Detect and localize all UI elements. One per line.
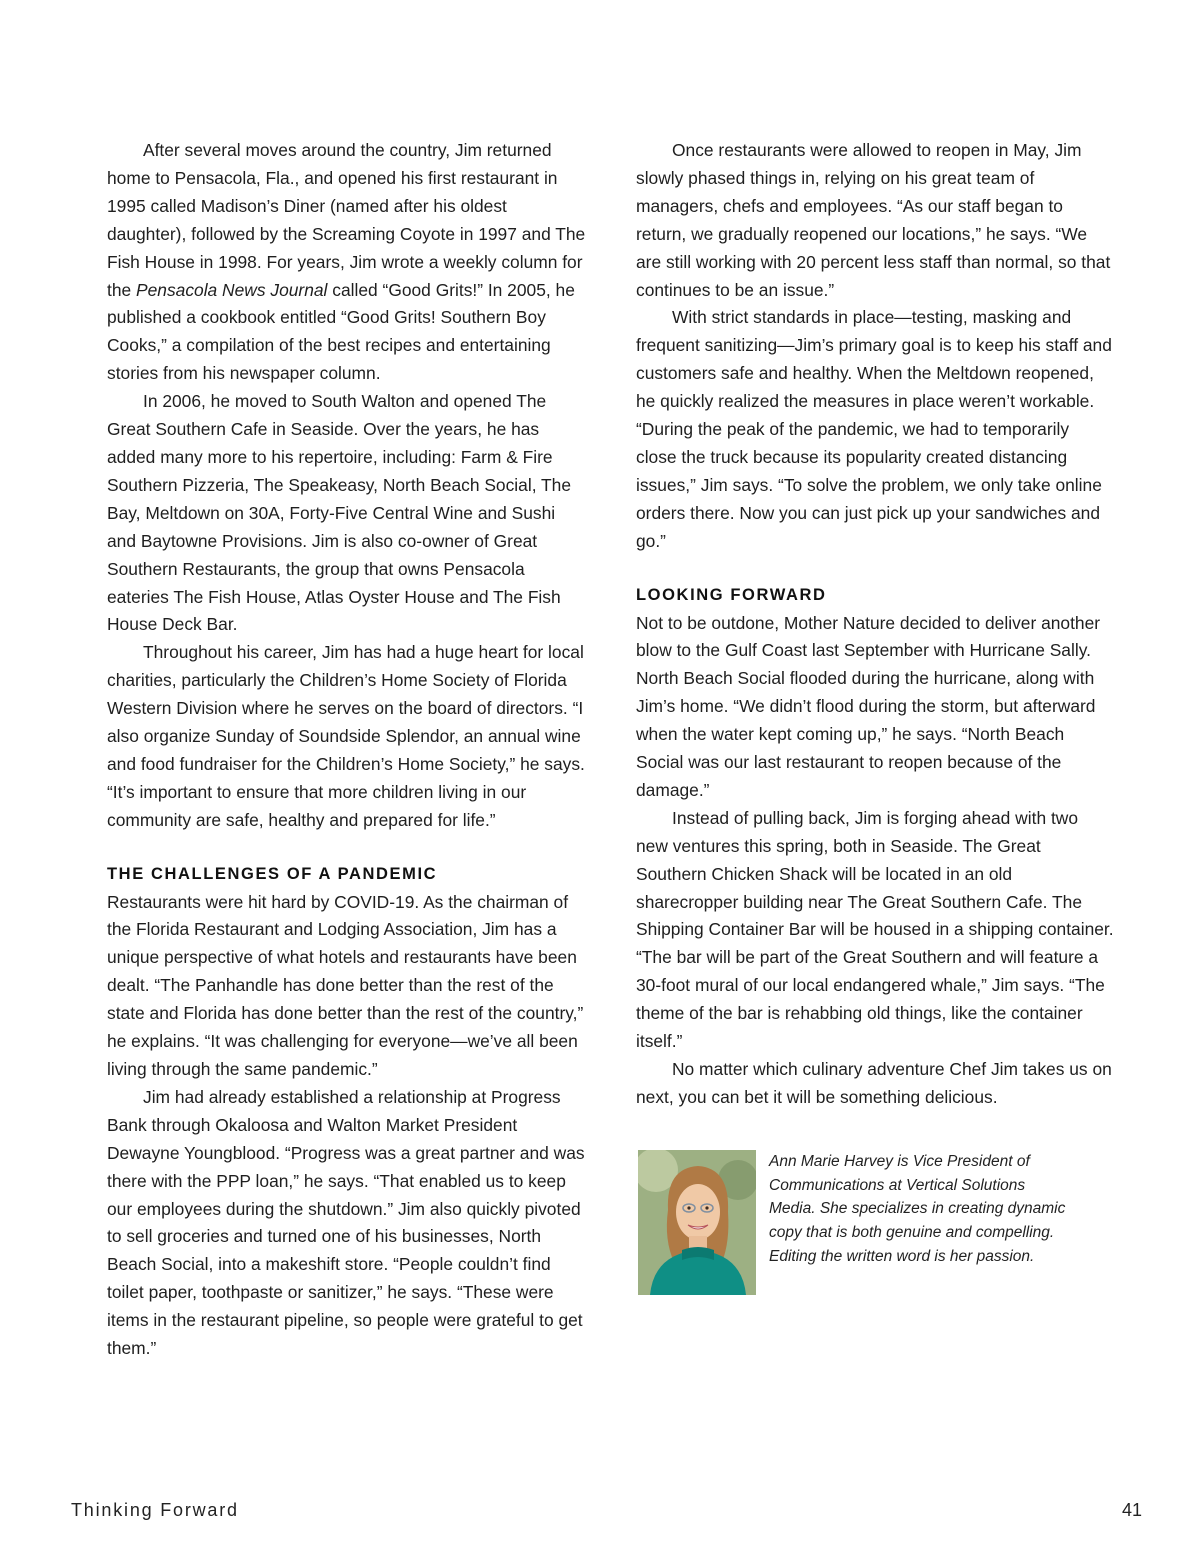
paragraph-career-start: After several moves around the country, Jim returned home to Pensacola, Fla., and opened his first restaurant in 1995 called Madison’s Diner (named after his oldest daughter), followed by the Screaming Coyote in 1997 and The Fish House in 1998. For years, Jim wrote a weekly column for the Pensacola News Journal called “Good Grits!” In 2005, he published a cookbook entitled “Good Grits! Southern Boy Cooks,” a compilation of the best recipes and entertaining stories from his newspaper column.: [107, 140, 586, 384]
paragraph-south-walton: In 2006, he moved to South Walton and opened The Great Southern Cafe in Seaside. Over the years, he has added many more to his repertoire, including: Farm & Fire Southern Pizzeria, The Speakeasy, North Beach Social, The Bay, Meltdown on 30A, Forty-Five Central Wine and Sushi and Baytowne Provisions. Jim is also co-owner of Great Southern Restaurants, the group that owns Pensacola eateries The Fish House, Atlas Oyster House and The Fish House Deck Bar.: [107, 391, 572, 635]
paragraph-new-ventures: Instead of pulling back, Jim is forging ahead with two new ventures this spring, both in Seaside. The Great Southern Chicken Shack will be located in an old sharecropper building near The Great Southern Cafe. The Shipping Container Bar will be housed in a shipping container. “The bar will be part of the Great Southern and will feature a 30-foot mural of our local endangered whale,” Jim says. “The theme of the bar is rehabbing old things, like the container itself.”: [636, 807, 1114, 1052]
paragraph-closing: No matter which culinary adventure Chef Jim takes us on next, you can bet it will be something delicious.: [636, 1059, 1112, 1107]
publication-name: Thinking Forward: [71, 1500, 239, 1520]
paragraph-charities: Throughout his career, Jim has had a huge heart for local charities, particularly the Children’s Home Society of Florida Western Division where he serves on the board of directors. “I also organize Sunday of Soundside Splendor, an annual wine and food fundraiser for the Children’s Home Society,” he says. “It’s important to ensure that more children living in our community are safe, healthy and prepared for life.”: [107, 642, 585, 830]
right-column: [636, 137, 1114, 1112]
section-heading-looking-forward: LOOKING FORWARD: [636, 585, 827, 604]
author-photo: [638, 1150, 756, 1295]
section-heading-pandemic: THE CHALLENGES OF A PANDEMIC: [107, 864, 438, 883]
paragraph-reopen: Once restaurants were allowed to reopen in May, Jim slowly phased things in, relying on his great team of managers, chefs and employees. “As our staff began to return, we gradually reopened our locations,” he says. “We are still working with 20 percent less staff than normal, so that continues to be an issue.”: [636, 140, 1111, 300]
paragraph-covid: Restaurants were hit hard by COVID-19. As the chairman of the Florida Restaurant and Lodging Association, Jim has a unique perspective of what hotels and restaurants have been dealt. “The Panhandle has done better than the rest of the state and Florida has done better than the rest of the country,” he explains. “It was challenging for everyone—we’ve all been living through the same pandemic.”: [107, 891, 584, 1079]
author-bio-text: Ann Marie Harvey is Vice President of Communications at Vertical Solutions Media. She specializes in creating dynamic copy that is both genuine and compelling. Editing the written word is her passion.: [769, 1153, 1066, 1265]
paragraph-hurricane: Not to be outdone, Mother Nature decided to deliver another blow to the Gulf Coast last September with Hurricane Sally. North Beach Social flooded during the hurricane, along with Jim’s home. “We didn’t flood during the storm, but afterward when the water kept coming up,” he says. “North Beach Social was our last restaurant to reopen because of the damage.”: [636, 612, 1101, 800]
left-column: [107, 137, 587, 1363]
paragraph-standards: With strict standards in place—testing, masking and frequent sanitizing—Jim’s primary goal is to keep his staff and customers safe and healthy. When the Meltdown reopened, he quickly realized the measures in place weren’t workable. “During the peak of the pandemic, we had to temporarily close the truck because its popularity created distancing issues,” Jim says. “To solve the problem, we only take online orders there. Now you can just pick up your sandwiches and go.”: [636, 307, 1112, 551]
page-number: 41: [1121, 1500, 1142, 1520]
newspaper-title: Pensacola News Journal: [136, 279, 328, 300]
paragraph-progress-bank: Jim had already established a relationship at Progress Bank through Okaloosa and Walton Market President Dewayne Youngblood. “Progress was a great partner and was there with the PPP loan,” he says. “That enabled us to keep our employees during the shutdown.” Jim also quickly pivoted to sell groceries and turned one of his businesses, North Beach Social, into a makeshift store. “People couldn’t find toilet paper, toothpaste or sanitizer,” he says. “These were items in the restaurant pipeline, so people were grateful to get them.”: [107, 1086, 585, 1359]
